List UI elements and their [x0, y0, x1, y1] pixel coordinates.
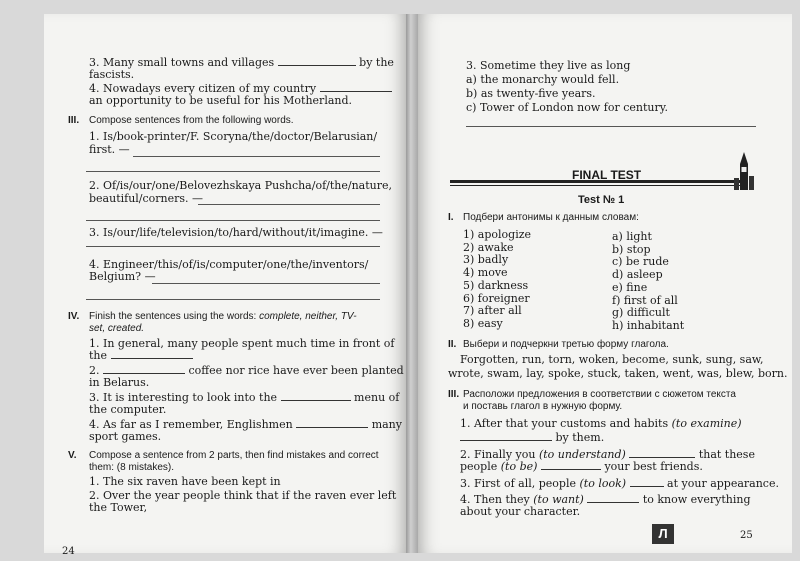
exercise-item: 2. Over the year people think that if the raven ever left [89, 489, 397, 502]
antonym-word: 3) badly [463, 253, 509, 267]
exercise-item: by them. [460, 431, 604, 444]
antonym-word: 5) darkness [463, 278, 529, 292]
section-title: set, created. [89, 323, 145, 334]
section-number: II. [448, 339, 457, 350]
verb-list: Forgotten, run, torn, woken, become, sunk, sung, saw, [460, 353, 764, 366]
test-number: Test № 1 [578, 194, 625, 206]
section-number: IV. [68, 311, 80, 322]
antonym-word: h) inhabitant [612, 318, 685, 332]
section-number: III. [448, 389, 460, 400]
exercise-item: beautiful/corners. — [89, 192, 204, 205]
left-line: fascists. [89, 68, 135, 81]
exercise-item: about your character. [460, 505, 581, 518]
answer-line [152, 283, 380, 284]
heading-rule [450, 180, 746, 183]
page-number: 25 [740, 530, 753, 541]
section-title: Подбери антонимы к данным словам: [463, 212, 639, 223]
left-line: 4. Nowadays every citizen of my country [89, 82, 392, 95]
section-title: Compose a sentence from 2 parts, then find mistakes and correct [89, 450, 379, 461]
book-gutter [406, 14, 418, 553]
antonym-word: d) asleep [612, 268, 663, 282]
antonym-word: e) fine [612, 280, 648, 294]
section-number: I. [448, 212, 454, 223]
antonym-word: c) be rude [612, 255, 669, 269]
exercise-item: sport games. [89, 430, 162, 443]
exercise-item: 2. coffee nor rice have ever been planted [89, 364, 404, 377]
section-number: III. [68, 115, 80, 126]
exercise-item: in Belarus. [89, 376, 150, 389]
antonym-word: f) first of all [612, 293, 678, 307]
verb-list: wrote, swam, lay, spoke, stuck, taken, went, was, blew, born. [448, 367, 788, 380]
heading-rule [450, 185, 746, 186]
exercise-item: 4. Engineer/this/of/is/computer/one/the/inventors/ [89, 258, 369, 271]
section-number: V. [68, 450, 77, 461]
answer-line [86, 171, 380, 172]
right-line: 3. Sometime they live as long [466, 59, 631, 72]
exercise-item: the [89, 349, 193, 362]
exercise-item: 3. Is/our/life/television/to/hard/without/it/imagine. — [89, 226, 383, 239]
final-test-heading: FINAL TEST [572, 168, 642, 182]
antonym-word: 7) after all [463, 304, 522, 318]
antonym-word: a) light [612, 230, 652, 243]
antonym-word: 8) easy [463, 316, 503, 330]
exercise-item: 2. Finally you (to understand) that these [460, 448, 755, 461]
antonym-word: 1) apologize [463, 228, 532, 241]
section-title: Выбери и подчеркни третью форму глагола. [463, 339, 669, 350]
antonym-word: b) stop [612, 242, 651, 256]
exercise-item: the computer. [89, 403, 167, 416]
section-title: Finish the sentences using the words: complete, neither, TV- [89, 311, 357, 322]
exercise-item: 1. After that your customs and habits (to examine) [460, 417, 742, 430]
exercise-item: 4. Then they (to want) to know everything [460, 493, 751, 506]
section-title: и поставь глагол в нужную форму. [463, 401, 623, 412]
exercise-item: 3. First of all, people (to look) at your appearance. [460, 477, 779, 490]
exercise-item: 1. The six raven have been kept in [89, 475, 281, 488]
antonym-word: g) difficult [612, 306, 670, 320]
exercise-item: 3. It is interesting to look into the menu of [89, 391, 400, 404]
left-line: 3. Many small towns and villages by the [89, 56, 394, 69]
answer-line [466, 126, 756, 127]
right-line: c) Tower of London now for century. [466, 101, 669, 114]
left-line: an opportunity to be useful for his Motherland. [89, 94, 353, 107]
antonym-word: 2) awake [463, 240, 514, 254]
section-title: them: (8 mistakes). [89, 462, 175, 473]
publisher-logo: Л [652, 524, 674, 544]
exercise-item: the Tower, [89, 501, 148, 514]
answer-line [86, 299, 380, 300]
answer-line [198, 204, 380, 205]
exercise-item: 1. Is/book-printer/F. Scoryna/the/doctor/Belarusian/ [89, 130, 378, 143]
exercise-item: first. — [89, 143, 130, 156]
page-number: 24 [62, 546, 75, 557]
answer-line [86, 220, 380, 221]
section-title: Расположи предложения в соответствии с сюжетом текста [463, 389, 736, 400]
big-ben-icon [732, 152, 756, 190]
antonym-word: 6) foreigner [463, 291, 530, 305]
exercise-item: 2. Of/is/our/one/Belovezhskaya Pushcha/of/the/nature, [89, 179, 392, 192]
exercise-item: people (to be) your best friends. [460, 460, 703, 473]
exercise-item: 1. In general, many people spent much time in front of [89, 337, 395, 350]
exercise-item: Belgium? — [89, 270, 156, 283]
answer-line [133, 156, 380, 157]
right-line: a) the monarchy would fell. [466, 73, 620, 86]
exercise-item: 4. As far as I remember, Englishmen many [89, 418, 402, 431]
section-title: Compose sentences from the following words. [89, 115, 294, 126]
answer-line [86, 246, 380, 247]
right-line: b) as twenty-five years. [466, 87, 596, 100]
antonym-word: 4) move [463, 266, 508, 280]
